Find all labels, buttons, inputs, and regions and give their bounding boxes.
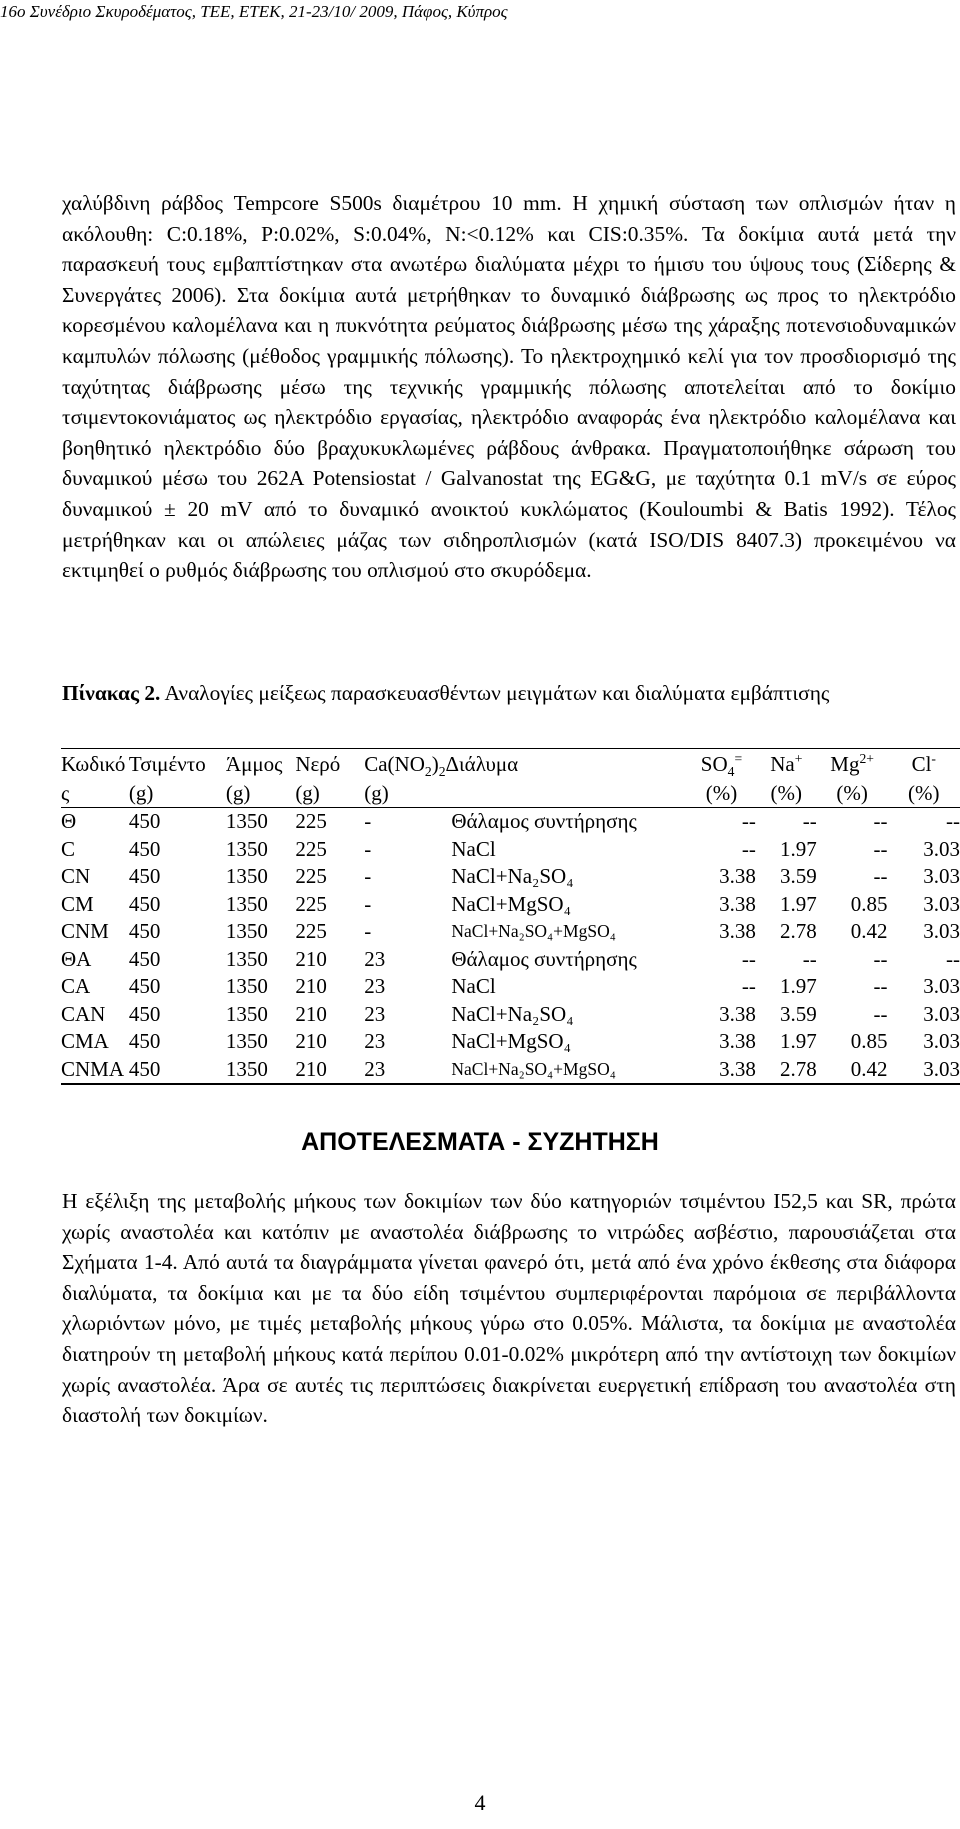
table-cell-cl: -- <box>946 809 960 833</box>
table-row <box>61 891 960 919</box>
table-cell-sand: 1350 <box>225 864 268 888</box>
table-cell-cl: 3.03 <box>923 1001 960 1026</box>
table-cell-cano2: 23 <box>364 1001 386 1026</box>
table-cell-code: ΘA <box>61 946 92 971</box>
table-cell-water: 225 <box>295 891 327 916</box>
table-cell-sand: 1350 <box>225 836 268 861</box>
table-cell-na: 3.59 <box>780 864 817 888</box>
table-cell-mg: -- <box>873 946 888 971</box>
table-caption-text: Αναλογίες μείξεως παρασκευασθέντων μειγμάτων και διαλύματα εμβάπτισης <box>160 681 830 705</box>
table-cell-cl: 3.03 <box>923 836 960 861</box>
table-cell-cano2: 23 <box>364 974 386 998</box>
table-cell-so4: 3.38 <box>719 864 756 888</box>
table-unit-row <box>61 780 960 808</box>
body-paragraph-1: χαλύβδινη ράβδος Tempcore S500s διαμέτρου 10 mm. Η χημική σύσταση των οπλισμών ήταν η ακόλουθη: C:0.18%, P:0.02%, S:0.04%, N:<0.12% και CIS:0.35%. Τα δοκίμια αυτά μετά την παρασκευή τους εμβαπτίστηκαν στα ανωτέρω διαλύματα μέχρι το ήμισυ του ύψους τους (Σίδερης & Συνεργάτες 2006). Στα δοκίμια αυτά μετρήθηκαν το δυναμικό διάβρωσης ως προς το ηλεκτρόδιο κορεσμένου καλομέλανα και η πυκνότητα ρεύματος διάβρωσης μέσω της χάραξης ποτενσιοδυναμικών καμπυλών πόλωσης (μέθοδος γραμμικής πόλωσης). Το ηλεκτροχημικό κελί για τον προσδιορισμό της ταχύτητας διάβρωσης μέσω της τεχνικής γραμμικής πόλωσης αποτελείται από το δοκίμιο τσιμεντοκονιάματος ως ηλεκτρόδιο εργασίας, ηλεκτρόδιο αναφοράς ένα ηλεκτρόδιο καλομέλανα και βοηθητικό ηλεκτρόδιο δύο βραχυκυκλωμένες ράβδους άνθρακα. Πραγματοποιήθηκε σάρωση του δυναμικού μέσω του 262A Potensiostat / Galvanostat της EG&G, με ταχύτητα 0.1 mV/s σε εύρος δυναμικού ± 20 mV από το δυναμικό ανοικτού κυκλώματος (Kouloumbi & Batis 1992). Τέλος μετρήθηκαν και οι απώλειες μάζας των σιδηροπλισμών (κατά ISO/DIS 8407.3) προκειμένου να εκτιμηθεί ο ρυθμός διάβρωσης του οπλισμού στο σκυρόδεμα. <box>62 191 956 583</box>
table-cell-sol: NaCl+MgSO₄ <box>451 891 571 916</box>
table-cell-sol: NaCl <box>451 974 496 998</box>
table-cell-cano2: 23 <box>364 1029 386 1053</box>
table-cell-cement: 450 <box>128 836 161 861</box>
header-cl: Cl- <box>888 749 960 781</box>
table-cell-code: CNM <box>61 919 109 943</box>
table-row <box>61 1001 960 1029</box>
table-cell-cl: -- <box>946 946 960 971</box>
table-cell-cement: 450 <box>128 1001 161 1026</box>
table-cell-so4: -- <box>741 836 756 861</box>
table-cell-sol: NaCl+Na₂SO₄+MgSO₄ <box>451 1056 687 1085</box>
unit-water: (g) <box>295 780 364 808</box>
table-cell-cement: 450 <box>128 891 161 916</box>
table-row <box>61 863 960 891</box>
table-caption-label: Πίνακας 2. <box>62 681 161 705</box>
table-cell-cano2: - <box>364 864 372 888</box>
table-cell-cl: 3.03 <box>923 1029 960 1053</box>
header-solution: Διάλυμα <box>445 752 519 776</box>
table-cell-sand: 1350 <box>225 974 268 998</box>
table-cell-sand: 1350 <box>225 809 268 833</box>
table-cell-cano2: - <box>364 836 372 861</box>
table-cell-cement: 450 <box>128 974 161 998</box>
table-cell-cano2: - <box>364 919 372 943</box>
table-cell-sol: NaCl+MgSO₄ <box>451 1029 571 1053</box>
unit-cement: (g) <box>129 780 226 808</box>
table-cell-water: 210 <box>295 1029 327 1053</box>
table-cell-mg: -- <box>873 1001 888 1026</box>
table-row <box>61 1056 960 1085</box>
table-cell-water: 210 <box>295 1056 364 1085</box>
table-cell-sol: NaCl+Na₂SO₄+MgSO₄ <box>451 921 616 941</box>
unit-solution <box>451 780 687 808</box>
table-cell-mg: -- <box>873 864 888 888</box>
table-cell-mg: 0.42 <box>850 919 888 943</box>
table-cell-so4: 3.38 <box>719 919 756 943</box>
table-cell-cano2: - <box>364 809 372 833</box>
table-cell-sand: 1350 <box>225 891 268 916</box>
unit-na: (%) <box>756 780 817 808</box>
table-cell-mg: 0.85 <box>850 1029 888 1053</box>
table-row <box>61 946 960 974</box>
table-cell-sand: 1350 <box>225 1001 268 1026</box>
table-cell-code: CMA <box>61 1029 109 1053</box>
table-cell-so4: -- <box>741 946 756 971</box>
table-cell-mg: 0.42 <box>817 1056 888 1085</box>
table-cell-sand: 1350 <box>225 946 268 971</box>
table-caption <box>62 677 956 710</box>
table-row <box>61 918 960 946</box>
table-cell-code: CM <box>61 891 94 916</box>
table-cell-so4: 3.38 <box>687 1056 756 1085</box>
table-cell-so4: 3.38 <box>719 1029 756 1053</box>
table-cell-sand: 1350 <box>225 919 268 943</box>
table-cell-sand: 1350 <box>226 1056 295 1085</box>
table-cell-cement: 450 <box>129 1056 226 1085</box>
table-cell-water: 225 <box>295 919 327 943</box>
table-cell-sol: Θάλαμος συντήρησης <box>451 946 637 971</box>
table-cell-na: 2.78 <box>780 919 817 943</box>
header-code-cont: ς <box>61 780 129 808</box>
header-so4: $SO_4^=$ <box>687 749 756 781</box>
table-cell-cement: 450 <box>128 1029 161 1053</box>
table-cell-cano2: - <box>364 891 372 916</box>
table-cell-cl: 3.03 <box>923 974 960 998</box>
table-cell-mg: -- <box>873 809 888 833</box>
table-cell-na: 1.97 <box>780 891 817 916</box>
table-cell-na: 3.59 <box>780 1001 817 1026</box>
table-cell-cl: 3.03 <box>923 891 960 916</box>
table-cell-cl: 3.03 <box>888 1056 960 1085</box>
header-mg: $Mg^{2+}$ <box>817 749 888 781</box>
table-cell-water: 210 <box>295 946 327 971</box>
table-cell-cement: 450 <box>128 864 161 888</box>
table-cell-cl: 3.03 <box>923 919 960 943</box>
unit-cl: (%) <box>888 780 960 808</box>
table-row <box>61 808 960 836</box>
table-cell-code: C <box>61 836 76 861</box>
table-cell-sol: NaCl <box>451 836 496 861</box>
table-cell-water: 225 <box>295 864 327 888</box>
table-cell-sol: NaCl+Na₂SO₄ <box>451 1001 574 1026</box>
table-cell-code: CN <box>61 864 91 888</box>
table-cell-na: 1.97 <box>780 1029 817 1053</box>
header-cement: Τσιμέντο <box>129 749 226 781</box>
body-paragraph-2: Η εξέλιξη της μεταβολής μήκους των δοκιμίων των δύο κατηγοριών τσιμέντου I52,5 και SR, πρώτα χωρίς αναστολέα και κατόπιν με αναστολέα διάβρωσης το νιτρώδες ασβέστιο, παρουσιάζεται στα Σχήματα 1-4. Από αυτά τα διαγράμματα γίνεται φανερό ότι, μετά από ένα χρόνο έκθεσης στα διάφορα διαλύματα, τα δοκίμια και με τα δύο είδη τσιμέντου συμπεριφέρονται παρόμοια σε περιβάλλοντα χλωριόντων μόνο, με τιμές μεταβολής μήκους γύρω στο 0.05%. Μάλιστα, τα δοκίμια με αναστολέα διατηρούν τη μεταβολή μήκους κατά περίπου 0.01-0.02% μικρότερη από την αντίστοιχη των δοκιμίων χωρίς αναστολέα. Άρα σε αυτές τις περιπτώσεις διακρίνεται ευεργετική επίδραση του αναστολέα στη διαστολή των δοκιμίων. <box>62 1189 956 1428</box>
table-cell-sol: NaCl+Na₂SO₄ <box>451 864 574 888</box>
table-cell-mg: -- <box>873 836 888 861</box>
unit-sand: (g) <box>226 780 295 808</box>
header-cano2-solution: $Ca(NO_2)_2\Delta\iota ά\lambda\upsilon\mu\alpha$ <box>364 749 687 781</box>
unit-cano2: (g) <box>364 780 451 808</box>
table-cell-code: CNMA <box>61 1056 129 1085</box>
header-sand: Άμμος <box>226 749 295 781</box>
mix-proportions-table <box>61 748 960 1085</box>
table-cell-na: 2.78 <box>756 1056 817 1085</box>
table-cell-na: 1.97 <box>780 836 817 861</box>
table-cell-code: Θ <box>61 809 77 833</box>
table-cell-na: -- <box>802 809 817 833</box>
table-cell-na: -- <box>802 946 817 971</box>
table-cell-cement: 450 <box>128 946 161 971</box>
table-cell-cano2: 23 <box>364 1056 451 1085</box>
table-cell-water: 210 <box>295 1001 327 1026</box>
table-cell-so4: -- <box>741 974 756 998</box>
table-cell-so4: 3.38 <box>719 891 756 916</box>
table-cell-so4: -- <box>741 809 756 833</box>
header-water: Νερό <box>295 749 364 781</box>
unit-so4: (%) <box>687 780 756 808</box>
running-header: 16ο Συνέδριο Σκυροδέματος, ΤΕΕ, ΕΤΕΚ, 21-23/10/ 2009, Πάφος, Κύπρος <box>0 2 508 21</box>
table-cell-water: 225 <box>295 809 327 833</box>
table-cell-so4: 3.38 <box>719 1001 756 1026</box>
header-na: Na+ <box>756 749 817 781</box>
table-cell-mg: -- <box>873 974 888 998</box>
unit-mg: (%) <box>817 780 888 808</box>
table-cell-code: CAN <box>61 1001 106 1026</box>
table-row <box>61 1028 960 1056</box>
table-cell-sand: 1350 <box>225 1029 268 1053</box>
table-row <box>61 836 960 864</box>
table-cell-sol: Θάλαμος συντήρησης <box>451 809 637 833</box>
table-cell-cano2: 23 <box>364 946 386 971</box>
table-cell-cl: 3.03 <box>923 864 960 888</box>
page-number: 4 <box>474 1790 486 1815</box>
table-cell-water: 225 <box>295 836 327 861</box>
section-heading: ΑΠΟΤΕΛΕΣΜΑΤΑ - ΣΥΖΗΤΗΣΗ <box>301 1128 659 1156</box>
table-cell-code: CA <box>61 974 91 998</box>
table-cell-mg: 0.85 <box>850 891 888 916</box>
table-header-row <box>61 749 960 781</box>
table-cell-water: 210 <box>295 974 327 998</box>
table-cell-cement: 450 <box>128 919 161 943</box>
header-code: Κωδικό <box>61 749 129 781</box>
table-row <box>61 973 960 1001</box>
table-cell-na: 1.97 <box>780 974 817 998</box>
table-cell-cement: 450 <box>128 809 161 833</box>
